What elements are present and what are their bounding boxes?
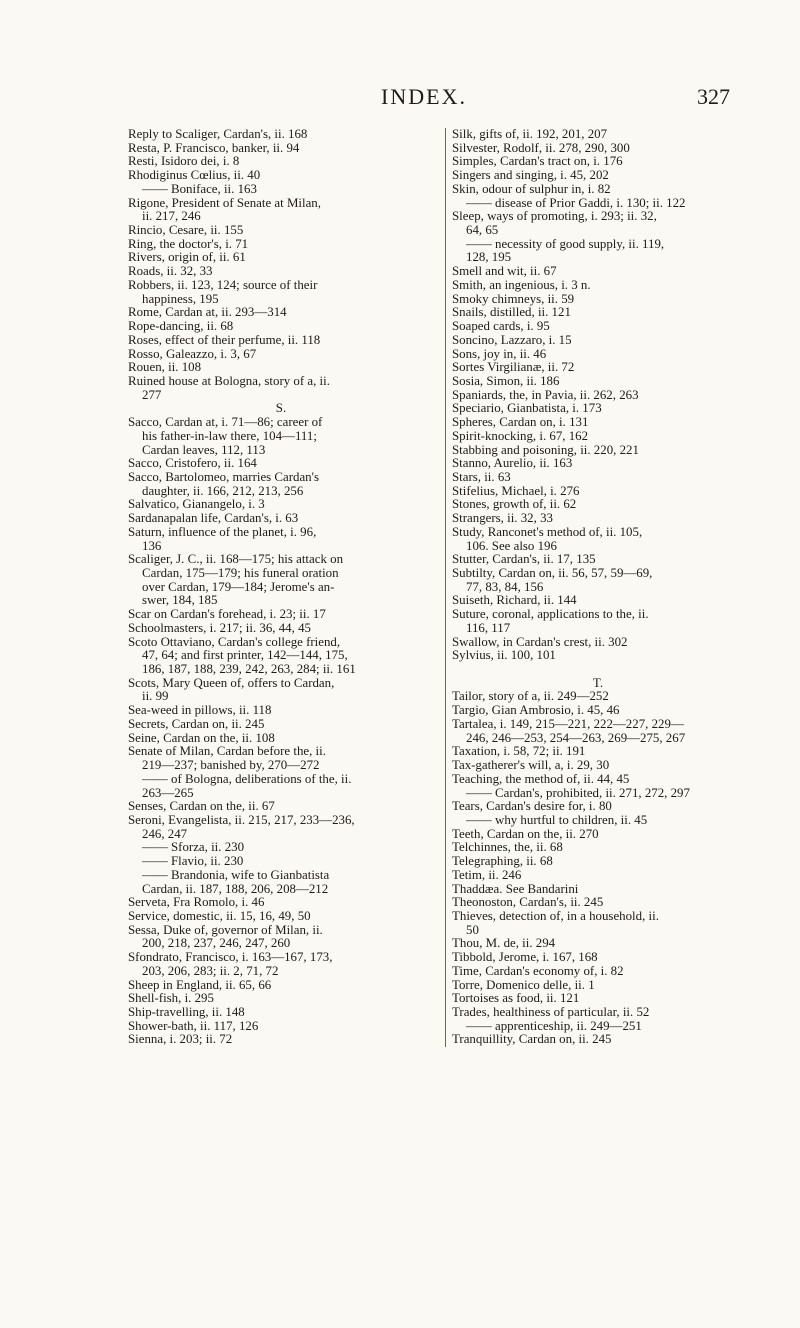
page-title: INDEX. — [381, 84, 467, 109]
index-entry-line: Tears, Cardan's desire for, i. 80 — [452, 799, 612, 814]
index-entry-line: Serveta, Fra Romolo, i. 46 — [128, 895, 265, 910]
index-entry-line: Time, Cardan's economy of, i. 82 — [452, 963, 624, 978]
index-entry-line: Silvester, Rodolf, ii. 278, 290, 300 — [452, 140, 630, 155]
index-entry-line: Rivers, origin of, ii. 61 — [128, 250, 246, 265]
index-entry-line: 203, 206, 283; ii. 2, 71, 72 — [142, 963, 279, 978]
index-entry-line: Sessa, Duke of, governor of Milan, ii. — [128, 922, 323, 937]
index-entry-line: ii. 217, 246 — [142, 209, 201, 224]
index-entry-line: Roads, ii. 32, 33 — [128, 264, 213, 279]
index-entry-line: Reply to Scaliger, Cardan's, ii. 168 — [128, 127, 308, 141]
index-entry-line: Telegraphing, ii. 68 — [452, 854, 553, 869]
index-entry-line: Spheres, Cardan on, i. 131 — [452, 415, 589, 430]
index-entry-line: Stutter, Cardan's, ii. 17, 135 — [452, 552, 596, 567]
index-entry-line: 47, 64; and first printer, 142—144, 175, — [142, 648, 348, 663]
index-entry-line: Theonoston, Cardan's, ii. 245 — [452, 895, 604, 910]
index-entry-line: Targio, Gian Ambrosio, i. 45, 46 — [452, 703, 620, 718]
index-entry-line: Seine, Cardan on the, ii. 108 — [128, 730, 275, 745]
index-entry-line: Sosia, Simon, ii. 186 — [452, 373, 560, 388]
index-entry-line: Scaliger, J. C., ii. 168—175; his attack on — [128, 552, 344, 567]
index-entry-line: Cardan, 175—179; his funeral oration — [142, 566, 339, 580]
index-entry-line: Rope-dancing, ii. 68 — [128, 319, 234, 334]
index-entry-line: Cardan leaves, 112, 113 — [142, 442, 266, 457]
index-entry-line: 50 — [466, 922, 479, 937]
index-entry-line: Teeth, Cardan on the, ii. 270 — [452, 826, 599, 841]
index-entry-line: —— apprenticeship, ii. 249—251 — [466, 1018, 642, 1033]
index-entry-line: 219—237; banished by, 270—272 — [142, 758, 320, 773]
index-entry-line: Sortes Virgilianæ, ii. 72 — [452, 360, 575, 375]
index-entry-line: Spaniards, the, in Pavia, ii. 262, 263 — [452, 387, 639, 402]
index-entry-line: 200, 218, 237, 246, 247, 260 — [142, 936, 291, 951]
index-entry-line: Salvatico, Gianangelo, i. 3 — [128, 497, 265, 512]
index-entry-line: Resta, P. Francisco, banker, ii. 94 — [128, 140, 300, 155]
index-entry-line: Tetim, ii. 246 — [452, 867, 522, 882]
index-entry-line — [452, 663, 744, 677]
index-entry-line: Sacco, Cristofero, ii. 164 — [128, 456, 257, 471]
index-entry-line: —— why hurtful to children, ii. 45 — [466, 812, 648, 827]
index-entry-line: Smell and wit, ii. 67 — [452, 264, 557, 279]
index-entry-line: Robbers, ii. 123, 124; source of their — [128, 277, 318, 292]
index-entry-line: swer, 184, 185 — [142, 593, 218, 608]
index-entry-line: Rincio, Cesare, ii. 155 — [128, 223, 244, 238]
index-entry-line: Resti, Isidoro dei, i. 8 — [128, 154, 240, 169]
index-entry-line: Scots, Mary Queen of, offers to Cardan, — [128, 675, 335, 690]
index-entry-line: Smith, an ingenious, i. 3 n. — [452, 277, 591, 292]
index-entry-line: 77, 83, 84, 156 — [466, 579, 544, 594]
index-entry-line: Rhodiginus Cœlius, ii. 40 — [128, 168, 261, 183]
index-entry-line: Rome, Cardan at, ii. 293—314 — [128, 305, 287, 320]
index-column-left — [128, 128, 434, 1047]
index-entry-line: Schoolmasters, i. 217; ii. 36, 44, 45 — [128, 620, 311, 635]
index-entry-line: 263—265 — [142, 785, 194, 800]
index-entry-line: Swallow, in Cardan's crest, ii. 302 — [452, 634, 628, 649]
index-entry-line: Rouen, ii. 108 — [128, 360, 202, 375]
index-entry-line: 116, 117 — [466, 620, 511, 635]
index-entry-line: 128, 195 — [466, 250, 512, 265]
index-entry-line: Saturn, influence of the planet, i. 96, — [128, 524, 317, 539]
index-entry-line: Sleep, ways of promoting, i. 293; ii. 32, — [452, 209, 657, 224]
index-entry-line: —— disease of Prior Gaddi, i. 130; ii. 122 — [466, 195, 686, 210]
index-entry-line: —— Cardan's, prohibited, ii. 271, 272, 297 — [466, 785, 690, 800]
index-entry-line: Soncino, Lazzaro, i. 15 — [452, 332, 572, 347]
index-entry-line: Ruined house at Bologna, story of a, ii. — [128, 373, 330, 388]
index-entry-line: over Cardan, 179—184; Jerome's an- — [142, 579, 335, 594]
index-entry-line: happiness, 195 — [142, 291, 219, 306]
section-letter: T. — [592, 675, 604, 690]
index-entry-line: Silk, gifts of, ii. 192, 201, 207 — [452, 127, 608, 141]
index-entry-line: 246, 247 — [142, 826, 188, 841]
index-entry-line: Taxation, i. 58, 72; ii. 191 — [452, 744, 586, 759]
index-entry-line: his father-in-law there, 104—111; — [142, 428, 317, 443]
page-number: 327 — [697, 84, 730, 109]
index-entry-line: Sons, joy in, ii. 46 — [452, 346, 547, 361]
index-entry-line: Sienna, i. 203; ii. 72 — [128, 1032, 233, 1047]
index-entry-line: Rosso, Galeazzo, i. 3, 67 — [128, 346, 257, 361]
index-entry-line: Ship-travelling, ii. 148 — [128, 1005, 245, 1019]
index-entry-line: Stabbing and poisoning, ii. 220, 221 — [452, 442, 639, 457]
index-entry-line: Torre, Domenico delle, ii. 1 — [452, 977, 595, 992]
index-entry-line: Tranquillity, Cardan on, ii. 245 — [452, 1032, 612, 1047]
index-entry-line: Spirit-knocking, i. 67, 162 — [452, 428, 589, 443]
index-entry-line: Soaped cards, i. 95 — [452, 319, 550, 334]
index-entry-line: —— necessity of good supply, ii. 119, — [466, 236, 665, 251]
index-entry-line: —— of Bologna, deliberations of the, ii. — [142, 771, 352, 786]
index-entry-line: Rigone, President of Senate at Milan, — [128, 195, 321, 210]
index-entry-line: Thaddæa. See Bandarini — [452, 881, 579, 896]
index-entry-line: Sheep in England, ii. 65, 66 — [128, 977, 272, 992]
index-entry-line: Senses, Cardan on the, ii. 67 — [128, 799, 275, 814]
index-entry-line: daughter, ii. 166, 212, 213, 256 — [142, 483, 304, 498]
index-entry-line: Skin, odour of sulphur in, i. 82 — [452, 181, 611, 196]
index-entry-line: Telchinnes, the, ii. 68 — [452, 840, 563, 855]
index-entry-line: Snails, distilled, ii. 121 — [452, 305, 571, 320]
page-header — [118, 84, 730, 120]
index-entry-line: Stifelius, Michael, i. 276 — [452, 483, 580, 498]
index-entry-line: Senate of Milan, Cardan before the, ii. — [128, 744, 326, 759]
index-entry-line: Secrets, Cardan on, ii. 245 — [128, 716, 265, 731]
index-entry-line: Teaching, the method of, ii. 44, 45 — [452, 771, 630, 786]
index-entry-line: Cardan, ii. 187, 188, 206, 208—212 — [142, 881, 329, 896]
index-entry-line: Speciario, Gianbatista, i. 173 — [452, 401, 602, 416]
index-entry-line: Suture, coronal, applications to the, ii. — [452, 607, 649, 622]
index-entry-line: Thou, M. de, ii. 294 — [452, 936, 556, 951]
index-entry-line: —— Sforza, ii. 230 — [142, 840, 245, 855]
index-entry-line: Sylvius, ii. 100, 101 — [452, 648, 556, 663]
index-entry-line: Tibbold, Jerome, i. 167, 168 — [452, 950, 598, 965]
index-entry-line: 186, 187, 188, 239, 242, 263, 284; ii. 161 — [142, 662, 356, 677]
index-entry-line: 106. See also 196 — [466, 538, 557, 553]
index-entry-line: 64, 65 — [466, 223, 499, 238]
index-entry-line: —— Boniface, ii. 163 — [142, 181, 257, 196]
index-entry-line: Singers and singing, i. 45, 202 — [452, 168, 609, 183]
index-entry-line: Study, Ranconet's method of, ii. 105, — [452, 524, 643, 539]
index-entry-line: Trades, healthiness of particular, ii. 52 — [452, 1005, 650, 1019]
section-letter: S. — [275, 401, 287, 416]
index-entry-line: Tax-gatherer's will, a, i. 29, 30 — [452, 758, 610, 773]
index-entry-line: ii. 99 — [142, 689, 169, 704]
index-entry-line: Sacco, Cardan at, i. 71—86; career of — [128, 415, 323, 430]
index-entry-line: —— Brandonia, wife to Gianbatista — [142, 867, 330, 882]
index-entry-line: Sea-weed in pillows, ii. 118 — [128, 703, 272, 718]
index-column-right — [445, 128, 744, 1047]
index-entry-line: Tailor, story of a, ii. 249—252 — [452, 689, 609, 704]
index-entry-line: 246, 246—253, 254—263, 269—275, 267 — [466, 730, 686, 745]
index-entry-line: Service, domestic, ii. 15, 16, 49, 50 — [128, 908, 311, 923]
index-entry-line: Tortoises as food, ii. 121 — [452, 991, 580, 1006]
index-entry-line: Sardanapalan life, Cardan's, i. 63 — [128, 511, 299, 526]
index-entry-line: Roses, effect of their perfume, ii. 118 — [128, 332, 321, 347]
index-entry-line: Stanno, Aurelio, ii. 163 — [452, 456, 573, 471]
index-entry-line: Stones, growth of, ii. 62 — [452, 497, 577, 512]
index-entry-line: Stars, ii. 63 — [452, 469, 511, 484]
index-entry-line: Scar on Cardan's forehead, i. 23; ii. 17 — [128, 607, 326, 622]
index-entry-line: Scoto Ottaviano, Cardan's college friend, — [128, 634, 341, 649]
index-entry-line: Shower-bath, ii. 117, 126 — [128, 1018, 259, 1033]
index-entry-line: Sacco, Bartolomeo, marries Cardan's — [128, 469, 319, 484]
index-entry-line: Shell-fish, i. 295 — [128, 991, 214, 1006]
index-entry-line: Sfondrato, Francisco, i. 163—167, 173, — [128, 950, 333, 965]
index-entry-line: 277 — [142, 387, 162, 402]
index-entry-line: Ring, the doctor's, i. 71 — [128, 236, 249, 251]
index-entry-line: Simples, Cardan's tract on, i. 176 — [452, 154, 623, 169]
index-entry-line: 136 — [142, 538, 162, 553]
index-entry-line: Suiseth, Richard, ii. 144 — [452, 593, 577, 608]
index-entry-line: Smoky chimneys, ii. 59 — [452, 291, 575, 306]
index-entry-line: —— Flavio, ii. 230 — [142, 854, 244, 869]
index-entry-line: Subtilty, Cardan on, ii. 56, 57, 59—69, — [452, 566, 653, 580]
index-entry-line: Thieves, detection of, in a household, ii. — [452, 908, 659, 923]
index-entry-line: Seroni, Evangelista, ii. 215, 217, 233—236, — [128, 812, 355, 827]
index-entry-line: Tartalea, i. 149, 215—221, 222—227, 229— — [452, 716, 684, 731]
index-entry-line: Strangers, ii. 32, 33 — [452, 511, 553, 526]
